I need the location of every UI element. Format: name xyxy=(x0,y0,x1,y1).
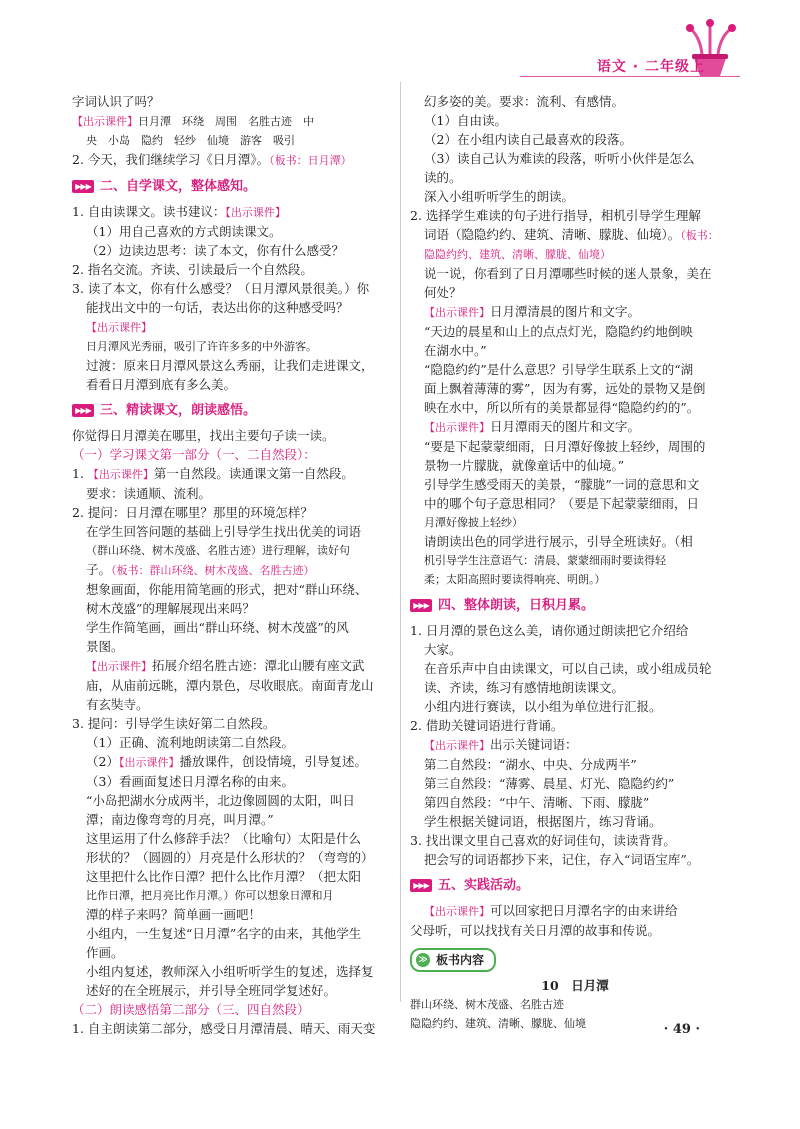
text-line: 作画。 xyxy=(86,945,124,960)
section-title: 四、整体朗读，日积月累。 xyxy=(438,598,595,613)
text-line: 能找出文中的一句话，表达出你的这种感受吗？ xyxy=(86,300,349,315)
text-line: 树木茂盛”的理解展现出来吗？ xyxy=(86,601,255,616)
text-line: 出示关键词语： xyxy=(490,737,578,752)
text-line: 在湖水中。” xyxy=(424,343,487,358)
text-line: 第三自然段：“薄雾、晨星、灯光、隐隐约约” xyxy=(424,776,675,791)
text-line: （2） xyxy=(86,754,119,769)
text-line: 景图。 xyxy=(86,639,124,654)
courseware-tag: 【出示课件】 xyxy=(118,756,180,769)
text-line: 1. 日月潭的景色这么美，请你通过朗读把它介绍给 xyxy=(410,623,689,638)
text-line: 第一自然段。读通课文第一自然段。 xyxy=(153,466,354,481)
text-line: 何处？ xyxy=(424,285,462,300)
text-line: 播放课件，创设情境，引导复述。 xyxy=(179,754,367,769)
text-line: 说一说，你看到了日月潭哪些时候的迷人景象，美在 xyxy=(424,266,712,281)
section-title: 三、精读课文，朗读感悟。 xyxy=(100,403,257,418)
text-line: 可以回家把日月潭名字的由来讲给 xyxy=(490,903,678,918)
courseware-tag: 【出示课件】 xyxy=(72,115,138,128)
text-line: 2. 借助关键词语进行背诵。 xyxy=(410,718,564,733)
text-line: （2）边读边思考：读了本文，你有什么感受？ xyxy=(86,243,344,258)
text-line: （2）在小组内读自己最喜欢的段落。 xyxy=(424,132,632,147)
text-line: 映在水中，所以所有的美景都显得“隐隐约约的”。 xyxy=(424,400,700,415)
right-column xyxy=(410,92,740,1033)
text-line: 这里运用了什么修辞手法？（比喻句）太阳是什么 xyxy=(86,831,362,846)
text-line: 3. 提问：引导学生读好第二自然段。 xyxy=(72,716,276,731)
section-heading xyxy=(72,401,402,420)
arrow-icon: ▶▶▶ xyxy=(72,180,94,193)
text-line: 引导学生感受雨天的美景，“朦胧”一词的意思和文 xyxy=(424,477,700,492)
courseware-tag: 【出示课件】 xyxy=(424,739,490,752)
section-heading xyxy=(410,876,740,895)
text-line: 日月潭风光秀丽，吸引了许许多多的中外游客。 xyxy=(86,340,317,353)
banner-label: 板书内容 xyxy=(436,952,485,967)
board-note: （板书：日月潭） xyxy=(269,154,352,167)
text-line: “小岛把湖水分成两半，北边像圆圆的太阳，叫日 xyxy=(86,793,355,808)
text-line: 深入小组听听学生的朗读。 xyxy=(424,189,575,204)
text-line: 日月潭清晨的图片和文字。 xyxy=(490,304,641,319)
text-line: 小组内复述，教师深入小组听听学生的复述，选择复 xyxy=(86,964,374,979)
text-line: 词语（隐隐约约、建筑、清晰、朦胧、仙境）。 xyxy=(424,227,681,242)
text-line: （1）自由读。 xyxy=(424,113,507,128)
text-line: 过渡：原来日月潭风景这么秀丽，让我们走进课文， xyxy=(86,358,374,373)
text-line: 大家。 xyxy=(424,642,462,657)
text-line: 拓展介绍名胜古迹：潭北山腰有座文武 xyxy=(152,658,365,673)
text-line: 央 小岛 隐约 轻纱 仙境 游客 吸引 xyxy=(86,134,295,147)
courseware-tag: 【出示课件】 xyxy=(86,660,152,673)
text-line: 小组内，一生复述“日月潭”名字的由来，其他学生 xyxy=(86,926,362,941)
text-line: 要求：读通顺、流利。 xyxy=(86,486,212,501)
text-line: 想象画面，你能用简笔画的形式，把对“群山环绕、 xyxy=(86,582,368,597)
section-title: 二、自学课文，整体感知。 xyxy=(100,179,257,194)
page-header xyxy=(0,0,800,80)
board-note: （板书：群山环绕、树木茂盛、名胜古迹） xyxy=(111,564,315,577)
text-line: 子。 xyxy=(86,562,112,577)
text-line: （群山环绕、树木茂盛、名胜古迹）进行理解，读好句 xyxy=(86,544,350,557)
text-line: 庙，从庙前远眺，潭内景色，尽收眼底。南面青龙山 xyxy=(86,678,374,693)
text-line: 2. 指名交流。齐读、引读最后一个自然段。 xyxy=(72,262,313,277)
text-line: 把会写的词语都抄下来，记住，存入“词语宝库”。 xyxy=(424,852,700,867)
text-line: 比作日潭，把月亮比作月潭。）你可以想象日潭和月 xyxy=(86,889,334,902)
text-line: 你觉得日月潭美在哪里，找出主要句子读一读。 xyxy=(72,428,335,443)
header-title: 语文 · 二年级上 xyxy=(596,59,705,75)
text-line: 1. 自由读课文。读书建议： xyxy=(72,204,226,219)
text-line: 2. 今天，我们继续学习《日月潭》。 xyxy=(72,152,270,167)
text-line: 2. 提问：日月潭在哪里？那里的环境怎样？ xyxy=(72,505,313,520)
text-line: （1）正确、流利地朗读第二自然段。 xyxy=(86,735,294,750)
courseware-tag: 【出示课件】 xyxy=(225,206,286,219)
text-line: （1）用自己喜欢的方式朗读课文。 xyxy=(86,224,282,239)
text-line: 形状的？（圆圆的）月亮是什么形状的？（弯弯的） xyxy=(86,850,374,865)
arrow-icon: ▶▶▶ xyxy=(410,879,432,892)
text-line: （3）读自己认为难读的段落，听听小伙伴是怎么 xyxy=(424,151,695,166)
board-note: 隐隐约约、建筑、清晰、朦胧、仙境） xyxy=(424,248,611,261)
text-line: 月潭好像披上轻纱） xyxy=(424,516,523,529)
courseware-tag: 【出示课件】 xyxy=(87,468,154,481)
text-line: 2. 选择学生难读的句子进行指导，相机引导学生理解 xyxy=(410,208,701,223)
text-line: 1. 自主朗读第二部分，感受日月潭清晨、晴天、雨天变 xyxy=(72,1021,376,1036)
board-content-banner xyxy=(410,948,496,972)
text-line: “要是下起蒙蒙细雨，日月潭好像披上轻纱，周围的 xyxy=(424,439,706,454)
text-line: 在音乐声中自由读课文，可以自己读，或小组成员轮 xyxy=(424,661,712,676)
board-line: 隐隐约约、建筑、清晰、朦胧、仙境 xyxy=(410,1017,586,1030)
text-line: 3. 找出课文里自己喜欢的好词佳句，读读背背。 xyxy=(410,833,676,848)
text-line: 第四自然段：“中午、清晰、下雨、朦胧” xyxy=(424,795,650,810)
page-number: · 49 · xyxy=(663,1022,700,1037)
text-line: 中的哪个句子意思相同？（要是下起蒙蒙细雨，日 xyxy=(424,496,700,511)
text-line: 日月潭 环绕 周围 名胜古迹 中 xyxy=(138,115,314,128)
double-chevron-icon: ≫ xyxy=(416,953,430,967)
subsection-title: （一）学习课文第一部分（一、二自然段）： xyxy=(72,447,316,462)
text-line: 有玄奘寺。 xyxy=(86,697,149,712)
text-line: （3）看画面复述日月潭名称的由来。 xyxy=(86,774,294,789)
header-rule xyxy=(520,76,740,77)
text-line: 1. xyxy=(72,466,88,481)
text-line: 柔；太阳高照时要读得响亮、明朗。） xyxy=(424,573,606,586)
text-line: 这里把什么比作日潭？把什么比作月潭？（把太阳 xyxy=(86,869,362,884)
text-line: 机引导学生注意语气：清晨、蒙蒙细雨时要读得轻 xyxy=(424,554,666,567)
section-heading xyxy=(410,596,740,615)
text-line: “天边的晨星和山上的点点灯光，隐隐约约地倒映 xyxy=(424,324,693,339)
text-line: 读、齐读，练习有感情地朗读课文。 xyxy=(424,680,625,695)
text-line: 请朗读出色的同学进行展示，引导全班读好。（相 xyxy=(424,534,693,549)
courseware-tag: 【出示课件】 xyxy=(424,306,490,319)
text-line: 小组内进行赛读，以小组为单位进行汇报。 xyxy=(424,699,662,714)
text-line: 读的。 xyxy=(424,170,462,185)
courseware-tag: 【出示课件】 xyxy=(424,905,490,918)
text-line: 潭的样子来吗？简单画一画吧！ xyxy=(86,907,262,922)
arrow-icon: ▶▶▶ xyxy=(410,599,432,612)
text-line: 3. 读了本文，你有什么感受？（日月潭风景很美。）你 xyxy=(72,281,370,296)
board-title: 10 日月潭 xyxy=(541,978,609,993)
section-heading xyxy=(72,177,402,196)
text-line: 潭；南边像弯弯的月亮，叫月潭。” xyxy=(86,812,274,827)
left-column xyxy=(72,92,402,1038)
text-line: 第二自然段：“湖水、中央、分成两半” xyxy=(424,757,637,772)
text-line: 看看日月潭到底有多么美。 xyxy=(86,377,237,392)
courseware-tag: 【出示课件】 xyxy=(424,421,490,434)
board-note: （板书： xyxy=(680,229,719,242)
text-line: 面上飘着薄薄的雾”，因为有雾，远处的景物又是倒 xyxy=(424,381,706,396)
text-line: 父母听，可以找找有关日月潭的故事和传说。 xyxy=(410,923,661,938)
text-line: 学生作简笔画，画出“群山环绕、树木茂盛”的风 xyxy=(86,620,349,635)
board-line: 群山环绕、树木茂盛、名胜古迹 xyxy=(410,998,564,1011)
text-line: 述好的在全班展示，并引导全班同学复述好。 xyxy=(86,983,337,998)
courseware-tag: 【出示课件】 xyxy=(86,321,152,334)
text-line: 景物一片朦胧，就像童话中的仙境。” xyxy=(424,458,625,473)
arrow-icon: ▶▶▶ xyxy=(72,404,94,417)
section-title: 五、实践活动。 xyxy=(438,878,530,893)
text-line: 字词认识了吗？ xyxy=(72,94,160,109)
text-line: 学生根据关键词语，根据图片，练习背诵。 xyxy=(424,814,662,829)
subsection-title: （二）朗读感悟第二部分（三、四自然段） xyxy=(72,1002,310,1017)
text-line: 幻多姿的美。要求：流利、有感情。 xyxy=(424,94,625,109)
text-line: 日月潭雨天的图片和文字。 xyxy=(490,419,641,434)
text-line: 在学生回答问题的基础上引导学生找出优美的词语 xyxy=(86,524,362,539)
text-line: “隐隐约约”是什么意思？引导学生联系上文的“湖 xyxy=(424,362,694,377)
